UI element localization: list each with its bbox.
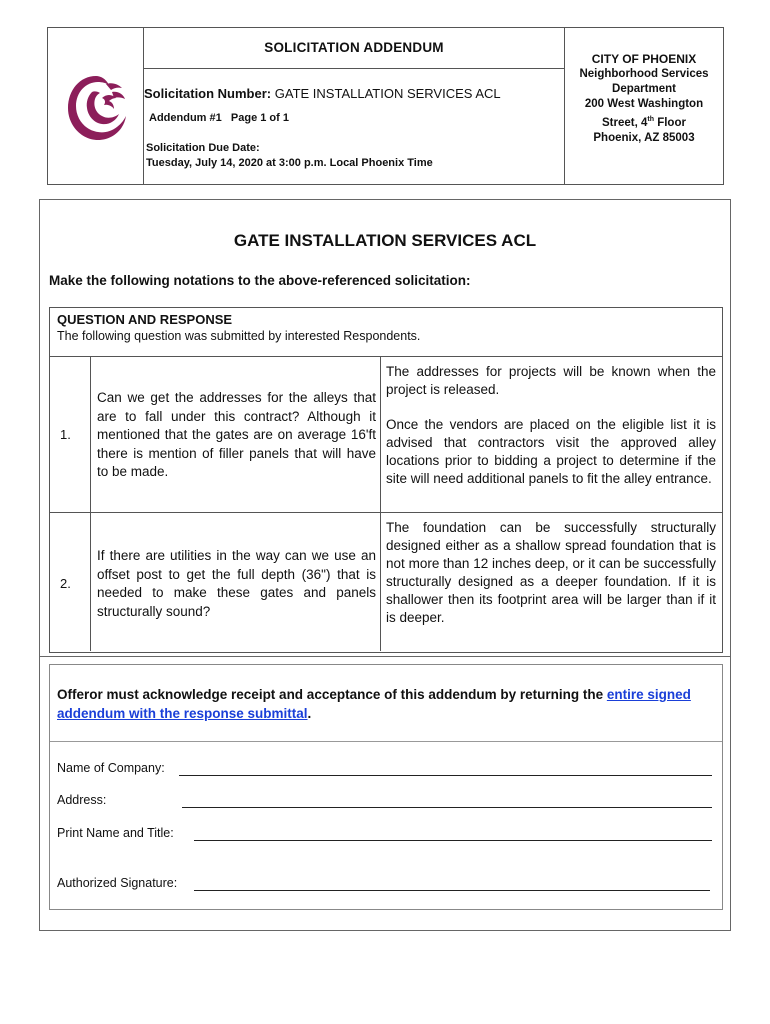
due-date-value: Tuesday, July 14, 2020 at 3:00 p.m. Local Phoenix Time (146, 157, 433, 169)
acknowledgement-notice (50, 665, 722, 742)
solicitation-number-value: GATE INSTALLATION SERVICES ACL (274, 86, 501, 101)
question-cell (91, 357, 381, 512)
acknowledgement-form (49, 664, 723, 910)
department-line-2: Department (612, 83, 676, 95)
print-name-title-label: Print Name and Title: (57, 826, 174, 840)
solicitation-number-label: Solicitation Number: (144, 86, 272, 101)
authorized-signature-input-line[interactable] (194, 890, 710, 891)
item-number: 2. (60, 576, 71, 591)
addendum-page-info: Addendum #1 Page 1 of 1 (149, 112, 289, 124)
department-line-1: Neighborhood Services (579, 68, 709, 80)
answer-text (386, 363, 716, 488)
address-label: Address: (57, 793, 107, 807)
city-name: CITY OF PHOENIX (591, 52, 697, 66)
answer-paragraph: The addresses for projects will be known when the project is released. (386, 364, 716, 397)
company-input-line[interactable] (179, 775, 712, 776)
question-response-table (49, 307, 723, 653)
city-address-block (565, 28, 723, 184)
solicitation-number (144, 86, 501, 101)
due-date (146, 141, 433, 171)
question-text: Can we get the addresses for the alleys that are to fall under this contract? Although it mentioned that the gates are on average 16'ft there is mention of filler panels that will have to be made. (97, 390, 376, 479)
answer-paragraph: Once the vendors are placed on the eligible list it is advised that contractors visit the approved alley locations prior to bidding a project to determine if the site will need additional panels to fit the alley entrance. (386, 417, 716, 486)
acknowledgement-text: Offeror must acknowledge receipt and acceptance of this addendum by returning the entire signed addendum with the response submittal. (57, 687, 691, 721)
qa-row (50, 513, 722, 651)
company-label: Name of Company: (57, 761, 165, 775)
print-name-title-input-line[interactable] (194, 840, 712, 841)
qa-header (50, 308, 722, 357)
notation-instruction: Make the following notations to the above-referenced solicitation: (49, 273, 471, 288)
item-number: 1. (60, 427, 71, 442)
addendum-header (47, 27, 724, 185)
qa-row (50, 357, 722, 513)
question-cell (91, 513, 381, 651)
authorized-signature-label: Authorized Signature: (57, 876, 178, 890)
solicitation-title: GATE INSTALLATION SERVICES ACL (233, 231, 537, 250)
address-input-line[interactable] (182, 807, 712, 808)
acknowledgement-link[interactable]: entire signed addendum with the response submittal (57, 687, 691, 721)
city-of-phoenix-logo (62, 68, 132, 148)
address-line-2: Street, 4th Floor (602, 116, 686, 129)
address-line-3: Phoenix, AZ 85003 (593, 131, 695, 144)
item-number-cell (50, 513, 91, 651)
item-number-cell (50, 357, 91, 512)
question-text: If there are utilities in the way can we use an offset post to get the full depth (36") that is needed to make these gates and panels structurally sound? (97, 548, 376, 619)
logo-cell (48, 28, 144, 184)
header-middle (144, 28, 565, 184)
qa-title: QUESTION AND RESPONSE (57, 312, 233, 327)
answer-text: The foundation can be successfully structurally designed either as a shallow spread foundation that is not more than 12 inches deep, or it can be successfully structurally designed as a deeper foundation. If it is shallower then its footprint area will be larger than if it is deeper. (386, 520, 716, 625)
document-type-title: SOLICITATION ADDENDUM (144, 28, 564, 69)
address-line-1: 200 West Washington (584, 98, 704, 110)
qa-subtitle: The following question was submitted by interested Respondents. (57, 329, 421, 343)
due-date-label: Solicitation Due Date: (146, 142, 260, 154)
